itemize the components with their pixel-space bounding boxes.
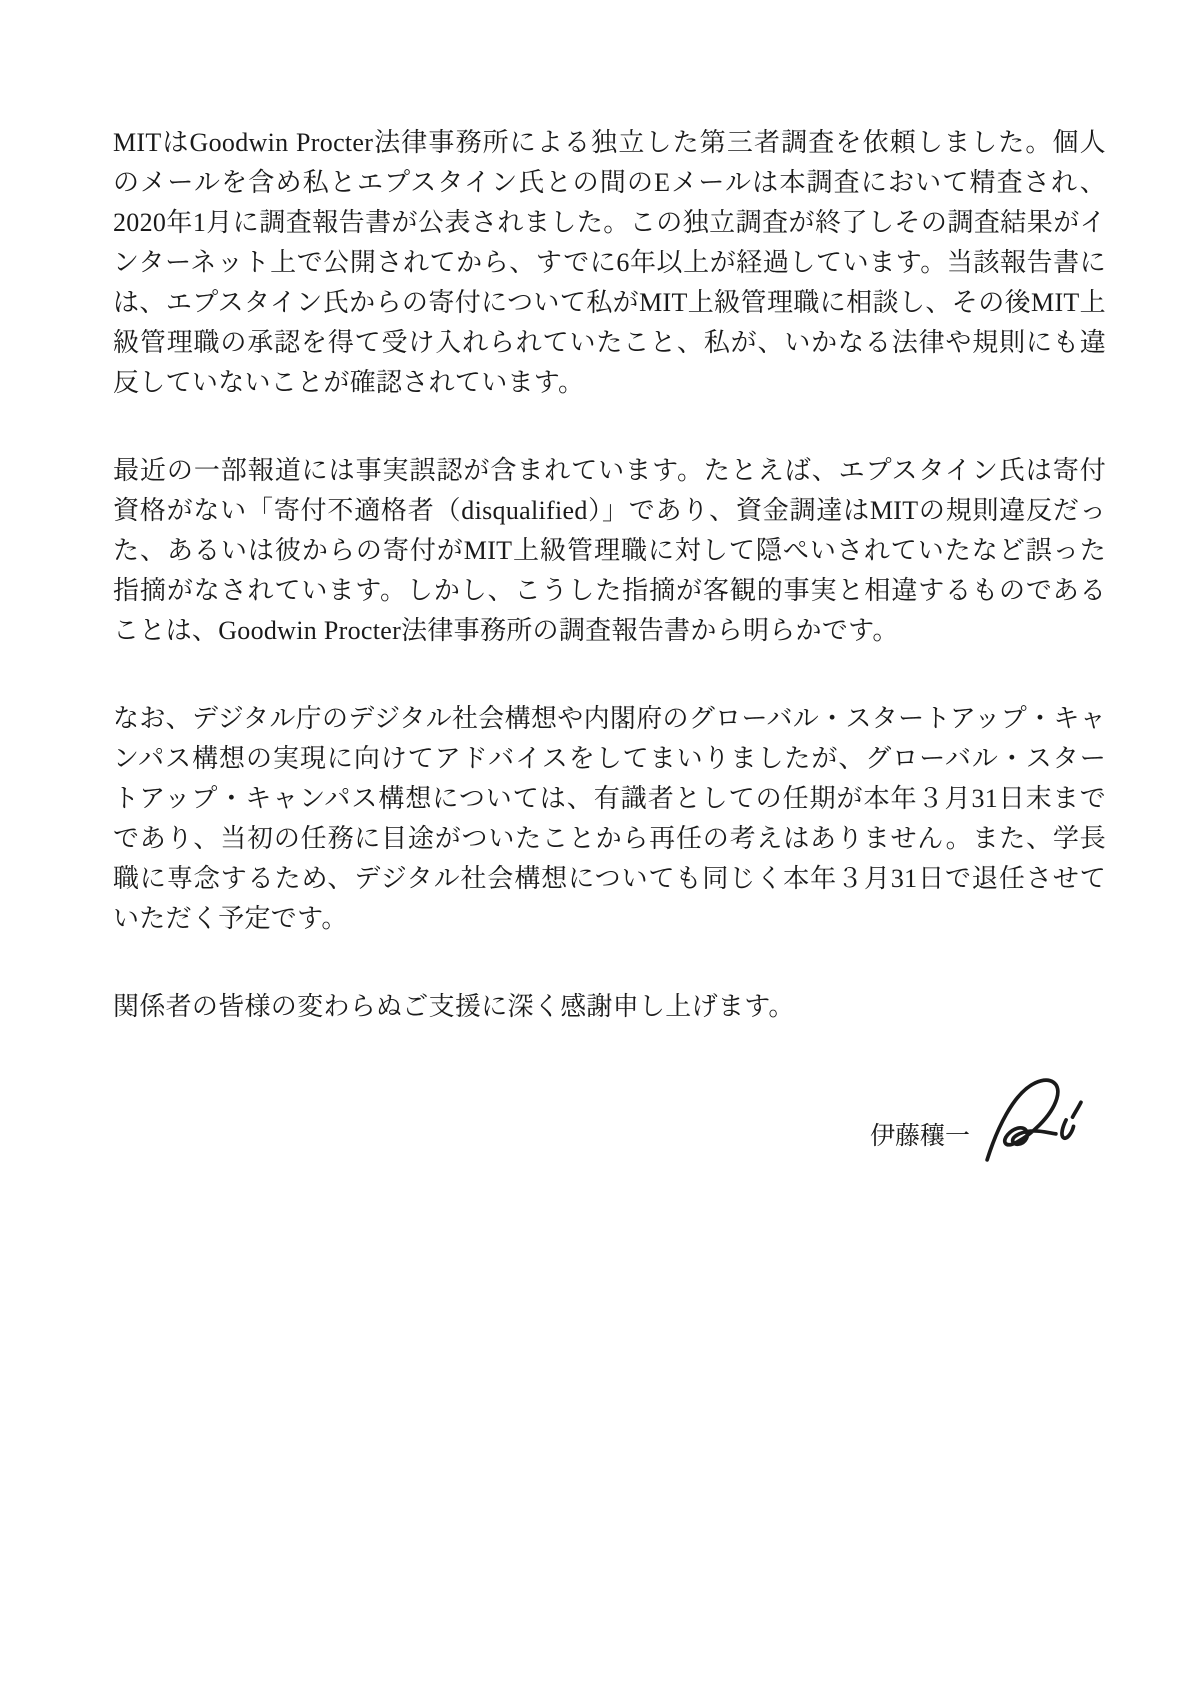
signatory-name: 伊藤穰一: [869, 1123, 970, 1150]
paragraph-gratitude: 関係者の皆様の変わらぬご支援に深く感謝申し上げます。: [113, 992, 795, 1021]
paragraph-investigation-report: MITはGoodwin Procter法律事務所による独立した第三者調査を依頼しました。個人のメールを含め私とエプスタイン氏との間のEメールは本調査において精査され、2020年1月に調査報告書が公表されました。この独立調査が終了しその調査結果がインターネット上で公開されてから、すでに6年以上が経過しています。当該報告書には、エプスタイン氏からの寄付について私がMIT上級管理職に相談し、その後MIT上級管理職の承認を得て受け入れられていたこと、私が、いかなる法律や規則にも違反していないことが確認されています。: [113, 128, 1106, 397]
paragraph-misreporting-rebuttal: 最近の一部報道には事実誤認が含まれています。たとえば、エプスタイン氏は寄付資格がない「寄付不適格者（disqualified）」であり、資金調達はMITの規則違反だった、あるいは彼からの寄付がMIT上級管理職に対して隠ぺいされていたなど誤った指摘がなされています。しかし、こうした指摘が客観的事実と相違するものであることは、Goodwin Procter法律事務所の調査報告書から明らかです。: [113, 456, 1106, 645]
signature-block: [113, 1073, 1106, 1165]
signature-stroke-main: [987, 1080, 1058, 1160]
signature-stroke-accent: [1073, 1102, 1081, 1117]
signature-stroke-i: [1062, 1120, 1074, 1138]
handwritten-signature-joi-icon: [976, 1073, 1106, 1165]
paragraph-digital-agency-resignation: なお、デジタル庁のデジタル社会構想や内閣府のグローバル・スタートアップ・キャンパス構想の実現に向けてアドバイスをしてまいりましたが、グローバル・スタートアップ・キャンパス構想については、有識者としての任期が本年３月31日末までであり、当初の任務に目途がついたことから再任の考えはありません。また、学長職に専念するため、デジタル社会構想についても同じく本年３月31日で退任させていただく予定です。: [113, 704, 1106, 933]
